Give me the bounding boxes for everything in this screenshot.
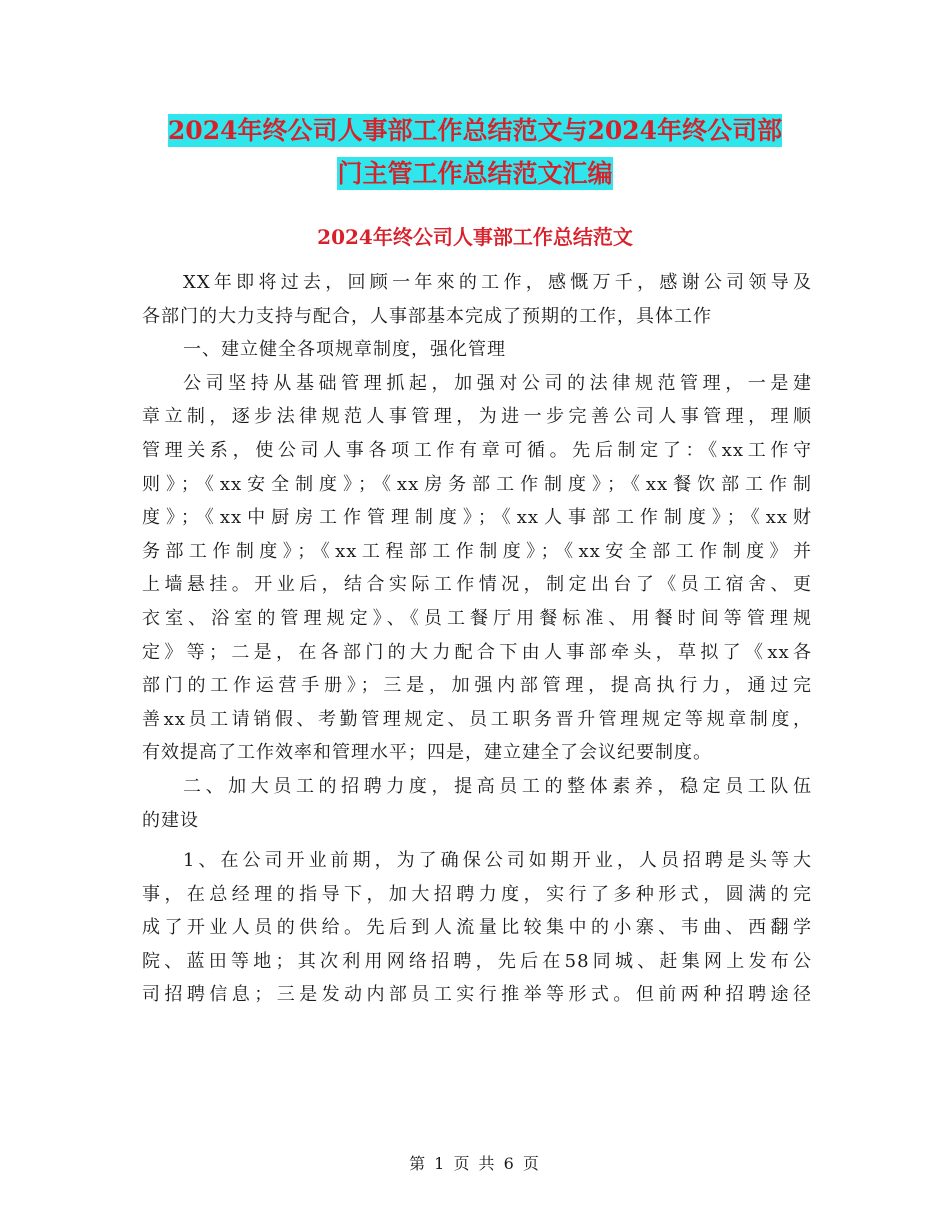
paragraph-line: 务部工作制度》；《xx工程部工作制度》；《xx安全部工作制度》并 (142, 540, 812, 562)
document-body (142, 266, 812, 1012)
paragraph-line: 章立制，逐步法律规范人事管理，为进一步完善公司人事管理，理顺 (142, 406, 812, 428)
paragraph-line: 各部门的大力支持与配合，人事部基本完成了预期的工作，具体工作 (142, 305, 712, 327)
paragraph-heading-line: 一、建立健全各项规章制度，强化管理 (183, 339, 506, 361)
paragraph-line: 司招聘信息；三是发动内部员工实行推举等形式。但前两种招聘途径 (142, 984, 812, 1006)
paragraph-line: 上墙悬挂。开业后，结合实际工作情况，制定出台了《员工宿舍、更 (142, 574, 812, 596)
paragraph-heading-line: 二、加大员工的招聘力度，提高员工的整体素养，稳定员工队伍 (183, 775, 812, 797)
paragraph-line: 定》等；二是，在各部门的大力配合下由人事部牵头，草拟了《xx各 (142, 641, 812, 663)
paragraph-line: 公司坚持从基础管理抓起，加强对公司的法律规范管理，一是建 (183, 372, 812, 394)
paragraph-line: 善xx员工请销假、考勤管理规定、员工职务晋升管理规定等规章制度， (142, 708, 812, 730)
title-highlight: 2024年终公司人事部工作总结范文与2024年终公司部 (167, 116, 783, 145)
section-heading: 2024年终公司人事部工作总结范文 (317, 225, 633, 249)
document-title-line-2 (0, 153, 950, 195)
paragraph-line: 管理关系，使公司人事各项工作有章可循。先后制定了：《xx工作守 (142, 439, 812, 461)
paragraph-line: 1、在公司开业前期，为了确保公司如期开业，人员招聘是头等大 (183, 850, 812, 872)
paragraph-line: XX年即将过去，回顾一年來的工作，感慨万千，感谢公司领导及 (183, 272, 812, 293)
paragraph-line: 成了开业人员的供给。先后到人流量比较集中的小寨、韦曲、西翻学 (142, 917, 812, 939)
page-footer: 第 1 页 共 6 页 (409, 1154, 541, 1173)
paragraph-line: 衣室、浴室的管理规定》、《员工餐厅用餐标准、用餐时间等管理规 (142, 607, 812, 629)
paragraph-heading-line: 的建设 (142, 809, 199, 831)
paragraph-line: 部门的工作运营手册》；三是，加强内部管理，提高执行力，通过完 (142, 675, 812, 697)
paragraph-line: 院、蓝田等地；其次利用网络招聘，先后在58同城、赶集网上发布公 (142, 950, 812, 972)
paragraph-line: 有效提高了工作效率和管理水平；四是，建立建全了会议纪要制度。 (142, 742, 712, 764)
paragraph-line: 则》；《xx安全制度》；《xx房务部工作制度》；《xx餐饮部工作制 (142, 473, 812, 495)
paragraph-line: 事，在总经理的指导下，加大招聘力度，实行了多种形式，圆满的完 (142, 883, 812, 905)
paragraph-line: 度》；《xx中厨房工作管理制度》；《xx人事部工作制度》；《xx财 (142, 507, 812, 529)
title-highlight: 门主管工作总结范文汇编 (337, 159, 613, 188)
document-title-line-1 (0, 110, 950, 152)
